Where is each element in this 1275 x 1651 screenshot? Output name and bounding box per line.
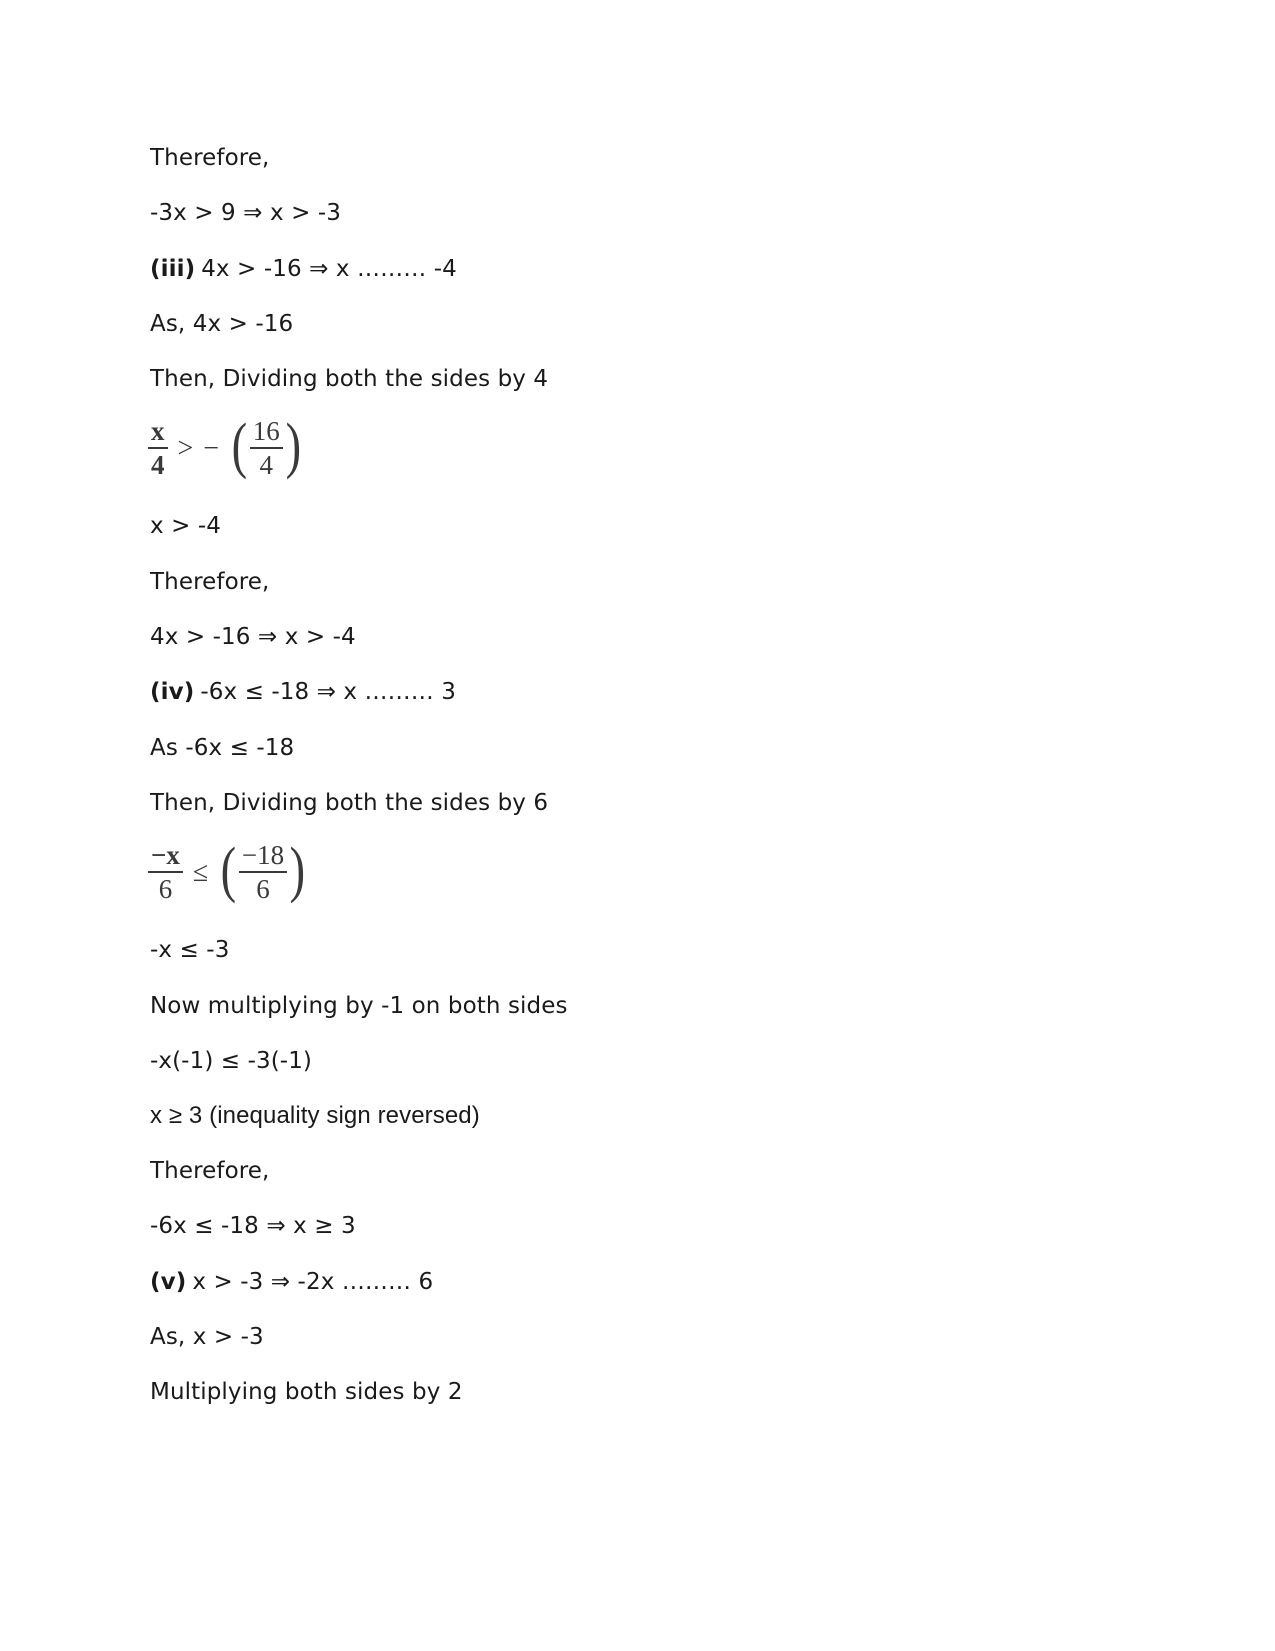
text-line: 4x > -16 ⇒ x > -4: [150, 624, 356, 650]
text-line: -3x > 9 ⇒ x > -3: [150, 200, 342, 226]
text-line: x > -4: [150, 513, 222, 539]
fraction-rhs: [239, 842, 287, 903]
close-paren: ): [289, 835, 306, 904]
section-heading-iii: [150, 254, 457, 284]
close-paren: ): [285, 411, 301, 480]
item-text: x > -3 ⇒ -2x ……… 6: [192, 1269, 434, 1295]
numerator: 16: [250, 418, 283, 449]
numerator: −18: [239, 842, 287, 873]
denominator: 4: [151, 450, 165, 480]
text-line: As -6x ≤ -18: [150, 735, 295, 761]
text-line: As, 4x > -16: [150, 311, 294, 337]
text-line: -6x ≤ -18 ⇒ x ≥ 3: [150, 1213, 356, 1239]
section-heading-v: [150, 1267, 433, 1297]
denominator: 6: [158, 874, 173, 904]
item-text: -6x ≤ -18 ⇒ x ……… 3: [200, 679, 456, 705]
denominator: 6: [256, 874, 270, 904]
numerator: x: [148, 418, 168, 449]
text-line: Then, Dividing both the sides by 6: [150, 790, 549, 816]
item-label: (iii): [150, 256, 196, 282]
item-label: (v): [150, 1269, 187, 1295]
formula-divide-by-4: [148, 411, 303, 480]
text-line: Multiplying both sides by 2: [150, 1379, 463, 1405]
section-heading-iv: [150, 677, 456, 707]
less-equal-operator: ≤: [192, 856, 209, 888]
text-line: -x(-1) ≤ -3(-1): [150, 1048, 312, 1074]
text-line: Now multiplying by -1 on both sides: [150, 993, 568, 1019]
greater-than-operator: >: [177, 432, 194, 464]
text-line: -x ≤ -3: [150, 937, 230, 963]
denominator: 4: [259, 450, 273, 480]
item-label: (iv): [150, 679, 195, 705]
text-line: Then, Dividing both the sides by 4: [150, 366, 549, 392]
item-text: 4x > -16 ⇒ x ……… -4: [201, 256, 457, 282]
text-line: Therefore,: [150, 569, 270, 595]
fraction-rhs: [250, 418, 283, 479]
text-line: x ≥ 3 (inequality sign reversed): [150, 1102, 480, 1129]
text-line: As, x > -3: [150, 1324, 264, 1350]
numerator: −x: [148, 842, 183, 873]
formula-divide-by-6: [148, 835, 308, 904]
fraction-lhs: [148, 842, 183, 903]
open-paren: (: [220, 835, 237, 904]
text-line: Therefore,: [150, 145, 270, 171]
fraction-lhs: [148, 418, 168, 479]
text-line: Therefore,: [150, 1158, 270, 1184]
minus-sign: −: [203, 432, 220, 464]
open-paren: (: [231, 411, 248, 480]
